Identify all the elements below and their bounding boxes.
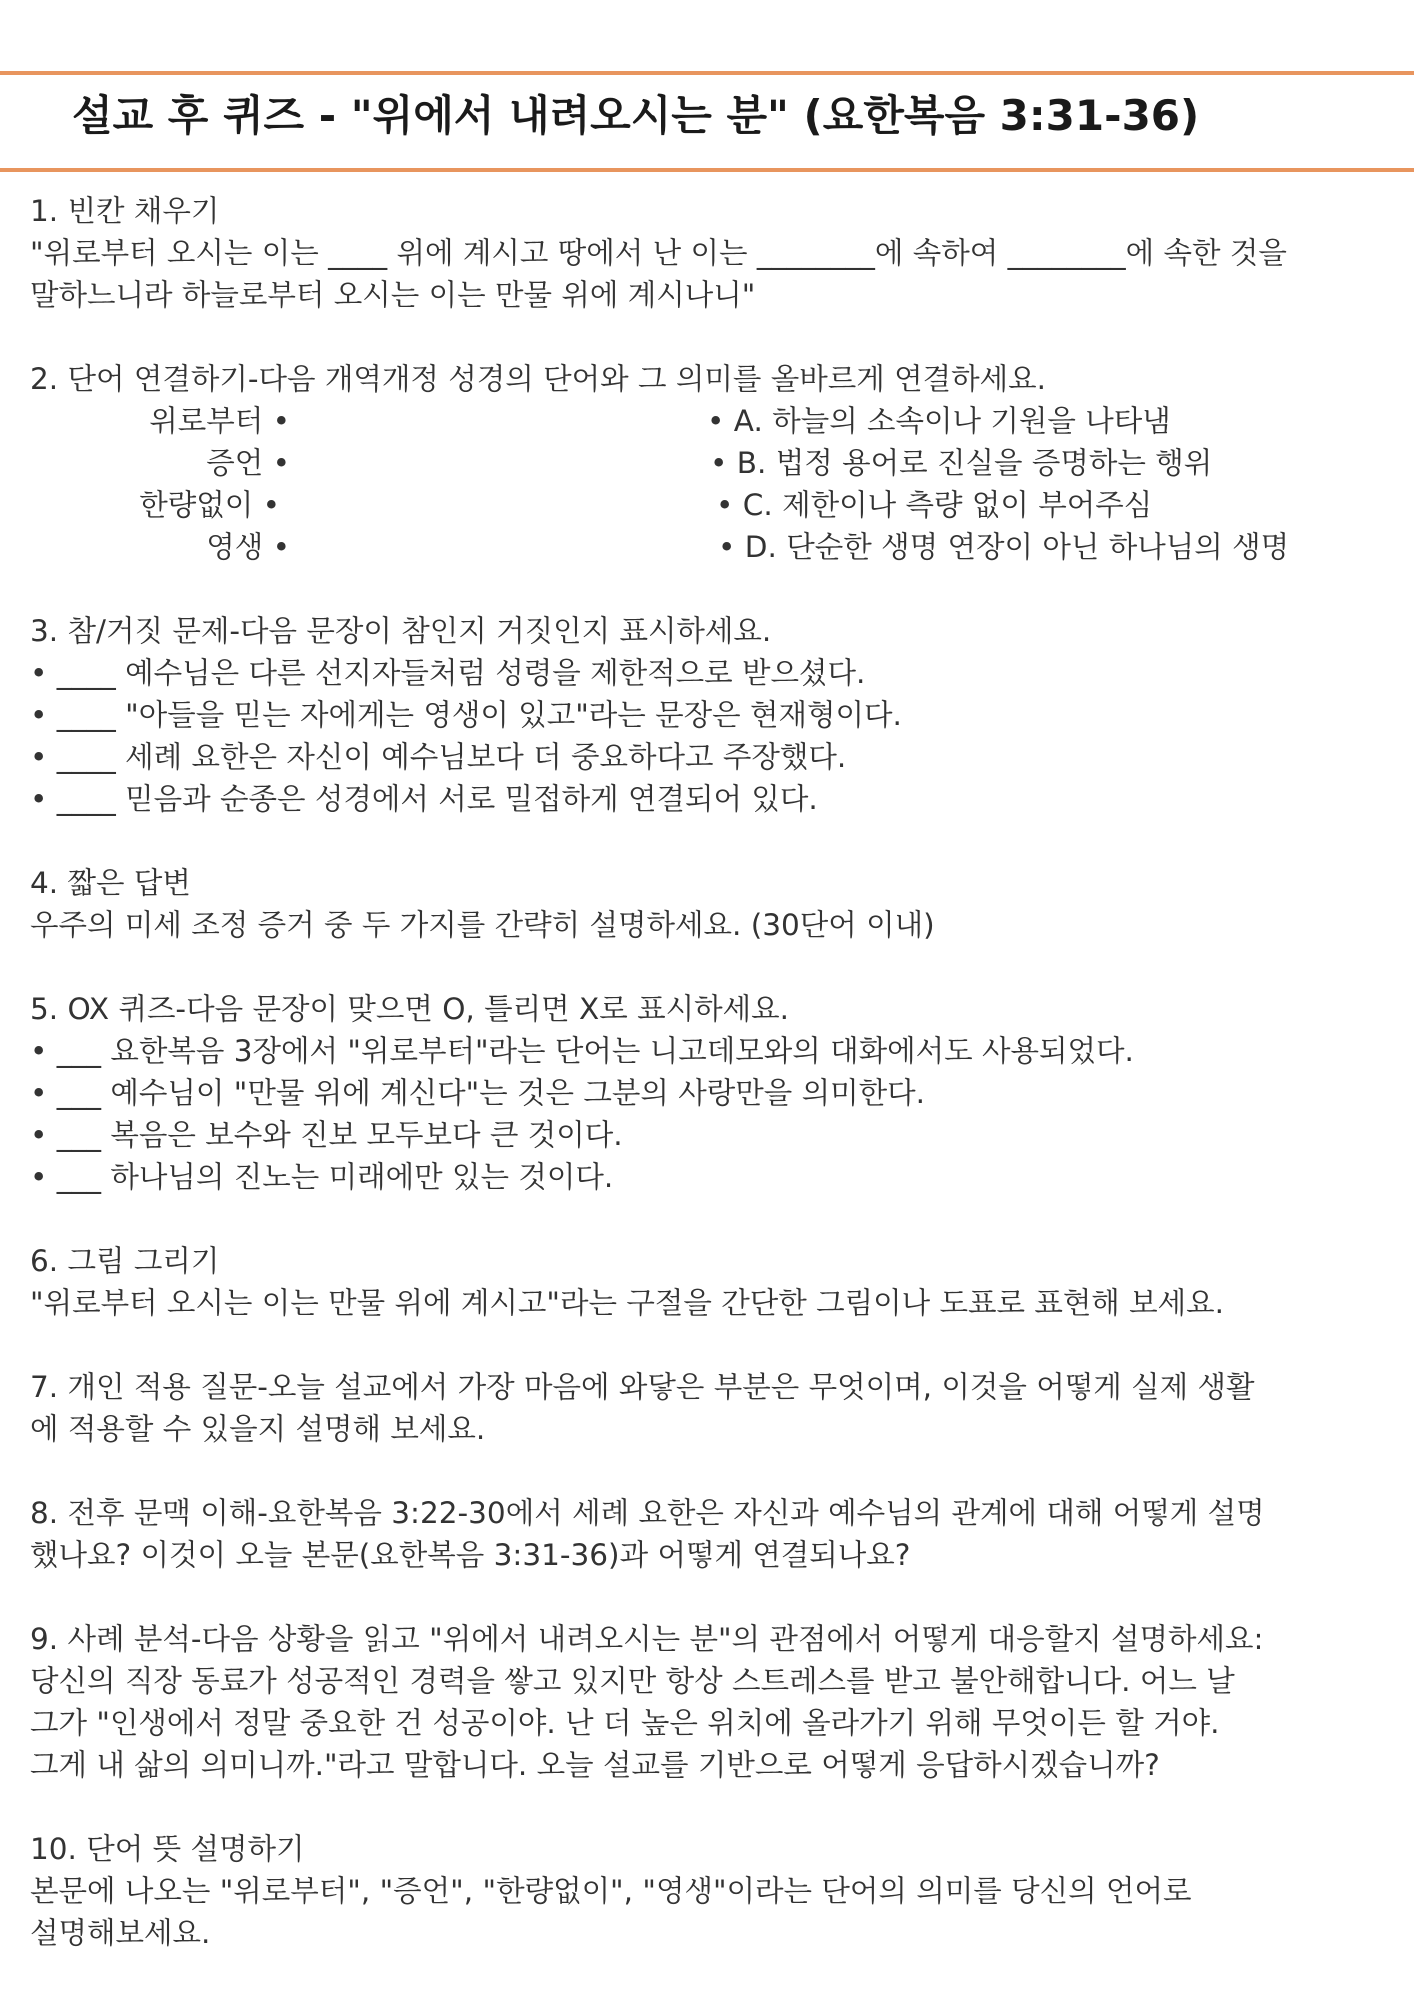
question-heading: 5. OX 퀴즈-다음 문장이 맞으면 O, 틀리면 X로 표시하세요.	[30, 992, 789, 1026]
match-row	[30, 400, 1390, 442]
question-3	[30, 610, 1390, 820]
match-term: 위로부터 •	[149, 404, 290, 438]
true-false-item: • ____ 예수님은 다른 선지자들처럼 성령을 제한적으로 받으셨다.	[30, 656, 866, 690]
question-text: 8. 전후 문맥 이해-요한복음 3:22-30에서 세례 요한은 자신과 예수님의 관계에 대해 어떻게 설명	[30, 1496, 1265, 1530]
question-text: "위로부터 오시는 이는 만물 위에 계시고"라는 구절을 간단한 그림이나 도표로 표현해 보세요.	[30, 1286, 1225, 1320]
question-7	[30, 1366, 1390, 1450]
question-5	[30, 988, 1390, 1198]
quiz-content	[30, 190, 1390, 1954]
question-text: 당신의 직장 동료가 성공적인 경력을 쌓고 있지만 항상 스트레스를 받고 불안해합니다. 어느 날	[30, 1664, 1235, 1698]
true-false-item: • ____ "아들을 믿는 자에게는 영생이 있고"라는 문장은 현재형이다.	[30, 698, 902, 732]
question-text: 우주의 미세 조정 증거 중 두 가지를 간략히 설명하세요. (30단어 이내)	[30, 908, 935, 942]
question-text: 9. 사례 분석-다음 상황을 읽고 "위에서 내려오시는 분"의 관점에서 어떻게 대응할지 설명하세요:	[30, 1622, 1264, 1656]
question-text: 7. 개인 적용 질문-오늘 설교에서 가장 마음에 와닿은 부분은 무엇이며, 이것을 어떻게 실제 생활	[30, 1370, 1255, 1404]
ox-item: • ___ 하나님의 진노는 미래에만 있는 것이다.	[30, 1160, 614, 1194]
question-text: 말하느니라 하늘로부터 오시는 이는 만물 위에 계시나니"	[30, 278, 756, 312]
true-false-item: • ____ 세례 요한은 자신이 예수님보다 더 중요하다고 주장했다.	[30, 740, 847, 774]
ox-item: • ___ 요한복음 3장에서 "위로부터"라는 단어는 니고데모와의 대화에서도 사용되었다.	[30, 1034, 1134, 1068]
question-9	[30, 1618, 1390, 1786]
question-text: 그게 내 삶의 의미니까."라고 말합니다. 오늘 설교를 기반으로 어떻게 응답하시겠습니까?	[30, 1748, 1160, 1782]
question-8	[30, 1492, 1390, 1576]
match-definition: • C. 제한이나 측량 없이 부어주심	[716, 488, 1153, 522]
match-term: 영생 •	[206, 530, 290, 564]
match-row	[30, 442, 1390, 484]
question-text: 에 적용할 수 있을지 설명해 보세요.	[30, 1412, 486, 1446]
question-heading: 4. 짧은 답변	[30, 866, 191, 900]
match-definition: • A. 하늘의 소속이나 기원을 나타냄	[707, 404, 1171, 438]
question-heading: 6. 그림 그리기	[30, 1244, 220, 1278]
question-heading: 10. 단어 뜻 설명하기	[30, 1832, 305, 1866]
bottom-divider	[0, 168, 1414, 172]
top-divider	[0, 71, 1414, 75]
match-term: 한량없이 •	[139, 488, 280, 522]
page-title: 설교 후 퀴즈 - "위에서 내려오시는 분" (요한복음 3:31-36)	[72, 91, 1200, 140]
ox-item: • ___ 복음은 보수와 진보 모두보다 큰 것이다.	[30, 1118, 623, 1152]
question-heading: 2. 단어 연결하기-다음 개역개정 성경의 단어와 그 의미를 올바르게 연결하세요.	[30, 362, 1046, 396]
question-10	[30, 1828, 1390, 1954]
match-row	[30, 484, 1390, 526]
question-heading: 1. 빈칸 채우기	[30, 194, 220, 228]
question-text: 본문에 나오는 "위로부터", "증언", "한량없이", "영생"이라는 단어의 의미를 당신의 언어로	[30, 1874, 1192, 1908]
question-4	[30, 862, 1390, 946]
match-definition: • D. 단순한 생명 연장이 아닌 하나님의 생명	[718, 530, 1290, 564]
question-2	[30, 358, 1390, 568]
question-text: 그가 "인생에서 정말 중요한 건 성공이야. 난 더 높은 위치에 올라가기 위해 무엇이든 할 거야.	[30, 1706, 1220, 1740]
match-definition: • B. 법정 용어로 진실을 증명하는 행위	[710, 446, 1213, 480]
question-6	[30, 1240, 1390, 1324]
question-text: "위로부터 오시는 이는 ____ 위에 계시고 땅에서 난 이는 ________에 속하여 ________에 속한 것을	[30, 236, 1287, 270]
question-1	[30, 190, 1390, 316]
question-text: 했나요? 이것이 오늘 본문(요한복음 3:31-36)과 어떻게 연결되나요?	[30, 1538, 911, 1572]
true-false-item: • ____ 믿음과 순종은 성경에서 서로 밀접하게 연결되어 있다.	[30, 782, 818, 816]
match-term: 증언 •	[206, 446, 290, 480]
ox-item: • ___ 예수님이 "만물 위에 계신다"는 것은 그분의 사랑만을 의미한다.	[30, 1076, 925, 1110]
question-text: 설명해보세요.	[30, 1916, 211, 1950]
match-row	[30, 526, 1390, 568]
question-heading: 3. 참/거짓 문제-다음 문장이 참인지 거짓인지 표시하세요.	[30, 614, 772, 648]
